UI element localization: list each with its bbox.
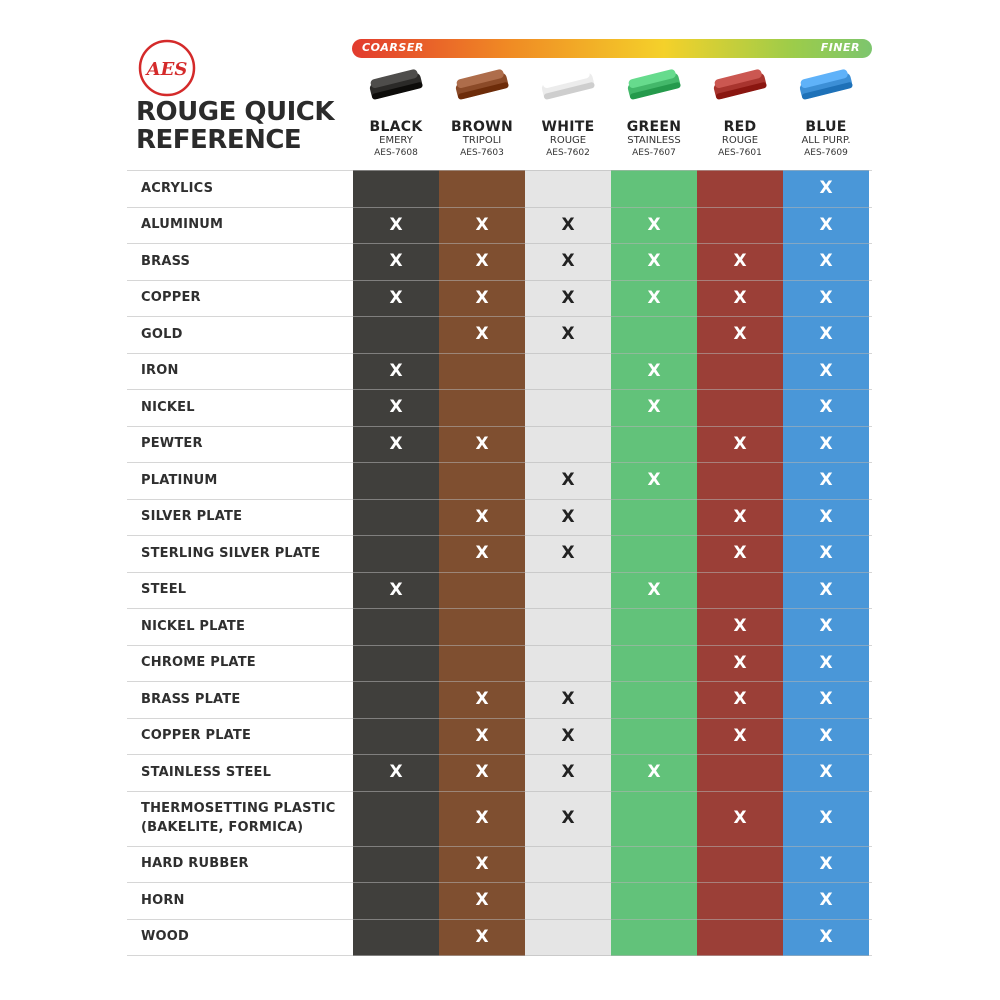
compound-code: AES-7601 [718, 148, 762, 158]
column-header-red [697, 66, 783, 159]
compatibility-mark: X [733, 653, 747, 673]
compatibility-mark: X [733, 288, 747, 308]
row-divider [127, 608, 872, 609]
material-label: NICKEL [141, 400, 195, 415]
compatibility-mark: X [819, 616, 833, 636]
compound-name: BLUE [805, 119, 847, 135]
compatibility-mark: X [389, 251, 403, 271]
column-header-brown [439, 66, 525, 159]
compatibility-mark: X [561, 324, 575, 344]
compatibility-mark: X [733, 616, 747, 636]
coarser-label: COARSER [362, 41, 424, 54]
compatibility-mark: X [475, 434, 489, 454]
row-divider [127, 791, 872, 792]
white-compound-bar-image [538, 66, 598, 106]
compound-name: BLACK [369, 119, 423, 135]
row-divider [127, 718, 872, 719]
compatibility-mark: X [389, 288, 403, 308]
column-header-green [611, 66, 697, 159]
logo-text: AES [146, 59, 188, 80]
compound-name: WHITE [541, 119, 595, 135]
material-label: BRASS PLATE [141, 692, 241, 707]
row-divider [127, 846, 872, 847]
compatibility-mark: X [819, 543, 833, 563]
compatibility-mark: X [733, 251, 747, 271]
compound-name: RED [723, 119, 757, 135]
compatibility-mark: X [561, 726, 575, 746]
compatibility-mark: X [475, 726, 489, 746]
compatibility-mark: X [475, 689, 489, 709]
material-label: HARD RUBBER [141, 856, 249, 871]
row-divider [127, 572, 872, 573]
blue-compound-bar-image [796, 66, 856, 106]
material-label: THERMOSETTING PLASTIC (BAKELITE, FORMICA) [141, 801, 336, 835]
compatibility-mark: X [389, 434, 403, 454]
compatibility-mark: X [475, 927, 489, 947]
compound-type: STAINLESS [627, 135, 681, 146]
compatibility-mark: X [475, 854, 489, 874]
compatibility-mark: X [561, 470, 575, 490]
brown-compound-bar-image [452, 66, 512, 106]
material-label: HORN [141, 893, 185, 908]
compatibility-mark: X [733, 543, 747, 563]
compatibility-mark: X [561, 808, 575, 828]
compatibility-mark: X [819, 361, 833, 381]
row-divider [127, 645, 872, 646]
compound-type: ROUGE [549, 135, 587, 146]
compatibility-mark: X [647, 762, 661, 782]
row-divider [127, 353, 872, 354]
compatibility-mark: X [819, 397, 833, 417]
compatibility-mark: X [647, 251, 661, 271]
compatibility-mark: X [647, 215, 661, 235]
material-label: ALUMINUM [141, 217, 224, 232]
compatibility-mark: X [733, 434, 747, 454]
material-label: NICKEL PLATE [141, 619, 246, 634]
compatibility-mark: X [647, 397, 661, 417]
compatibility-mark: X [475, 251, 489, 271]
row-divider [127, 499, 872, 500]
compatibility-mark: X [819, 689, 833, 709]
compatibility-mark: X [647, 288, 661, 308]
black-compound-bar-image [366, 66, 426, 106]
compatibility-mark: X [733, 689, 747, 709]
material-label: WOOD [141, 929, 190, 944]
compatibility-mark: X [733, 726, 747, 746]
compound-code: AES-7607 [632, 148, 676, 158]
compatibility-mark: X [561, 689, 575, 709]
compound-name: GREEN [626, 119, 682, 135]
compatibility-mark: X [389, 397, 403, 417]
material-label: GOLD [141, 327, 183, 342]
material-label: IRON [141, 363, 179, 378]
compatibility-mark: X [733, 507, 747, 527]
compatibility-mark: X [819, 762, 833, 782]
material-label: PLATINUM [141, 473, 218, 488]
material-label: CHROME PLATE [141, 655, 256, 670]
compatibility-mark: X [819, 215, 833, 235]
compatibility-mark: X [819, 288, 833, 308]
column-header-black [353, 66, 439, 159]
row-divider [127, 955, 872, 956]
compound-type: TRIPOLI [462, 135, 502, 146]
compatibility-mark: X [475, 890, 489, 910]
compatibility-mark: X [819, 927, 833, 947]
compatibility-mark: X [647, 580, 661, 600]
row-divider [127, 316, 872, 317]
row-divider [127, 389, 872, 390]
compatibility-mark: X [647, 361, 661, 381]
compatibility-mark: X [475, 324, 489, 344]
compatibility-mark: X [561, 762, 575, 782]
page-title [136, 98, 346, 154]
compatibility-mark: X [561, 215, 575, 235]
column-header-blue [783, 66, 869, 159]
compatibility-mark: X [389, 361, 403, 381]
material-label: BRASS [141, 254, 191, 269]
row-divider [127, 681, 872, 682]
material-label: PEWTER [141, 436, 203, 451]
material-label: STERLING SILVER PLATE [141, 546, 321, 561]
green-compound-bar-image [624, 66, 684, 106]
material-label: COPPER [141, 290, 201, 305]
compatibility-mark: X [819, 580, 833, 600]
compatibility-mark: X [819, 808, 833, 828]
compatibility-mark: X [561, 507, 575, 527]
compatibility-mark: X [819, 890, 833, 910]
compatibility-mark: X [561, 251, 575, 271]
compatibility-mark: X [819, 324, 833, 344]
compatibility-mark: X [475, 507, 489, 527]
row-divider [127, 426, 872, 427]
material-label: COPPER PLATE [141, 728, 252, 743]
compound-type: ALL PURP. [801, 135, 851, 146]
compatibility-mark: X [819, 507, 833, 527]
aes-logo [137, 38, 197, 98]
compatibility-mark: X [561, 288, 575, 308]
compatibility-mark: X [733, 808, 747, 828]
title-line-1: ROUGE QUICK [136, 97, 335, 127]
material-label: SILVER PLATE [141, 509, 243, 524]
compound-code: AES-7608 [374, 148, 418, 158]
compatibility-mark: X [389, 215, 403, 235]
compatibility-mark: X [561, 543, 575, 563]
compatibility-mark: X [389, 580, 403, 600]
compatibility-mark: X [475, 215, 489, 235]
row-divider [127, 535, 872, 536]
row-divider [127, 243, 872, 244]
compatibility-mark: X [475, 808, 489, 828]
row-divider [127, 462, 872, 463]
row-divider [127, 207, 872, 208]
material-label: STEEL [141, 582, 187, 597]
compatibility-mark: X [819, 653, 833, 673]
compound-name: BROWN [450, 119, 513, 135]
material-label: STAINLESS STEEL [141, 765, 272, 780]
compatibility-mark: X [819, 178, 833, 198]
compatibility-mark: X [475, 762, 489, 782]
red-compound-bar-image [710, 66, 770, 106]
title-line-2: REFERENCE [136, 125, 302, 155]
coarseness-scale [352, 39, 872, 58]
row-divider [127, 170, 872, 171]
finer-label: FINER [820, 41, 860, 54]
material-label: ACRYLICS [141, 181, 214, 196]
compatibility-mark: X [647, 470, 661, 490]
compatibility-mark: X [819, 726, 833, 746]
compatibility-mark: X [389, 762, 403, 782]
row-divider [127, 754, 872, 755]
compatibility-mark: X [475, 543, 489, 563]
row-divider [127, 882, 872, 883]
row-divider [127, 280, 872, 281]
compound-code: AES-7603 [460, 148, 504, 158]
compound-type: ROUGE [721, 135, 759, 146]
column-header-white [525, 66, 611, 159]
row-divider [127, 919, 872, 920]
compound-code: AES-7609 [804, 148, 848, 158]
compatibility-mark: X [475, 288, 489, 308]
compatibility-mark: X [819, 434, 833, 454]
compound-code: AES-7602 [546, 148, 590, 158]
compound-type: EMERY [379, 135, 413, 146]
compatibility-mark: X [819, 470, 833, 490]
compatibility-mark: X [819, 251, 833, 271]
compatibility-mark: X [819, 854, 833, 874]
compatibility-mark: X [733, 324, 747, 344]
